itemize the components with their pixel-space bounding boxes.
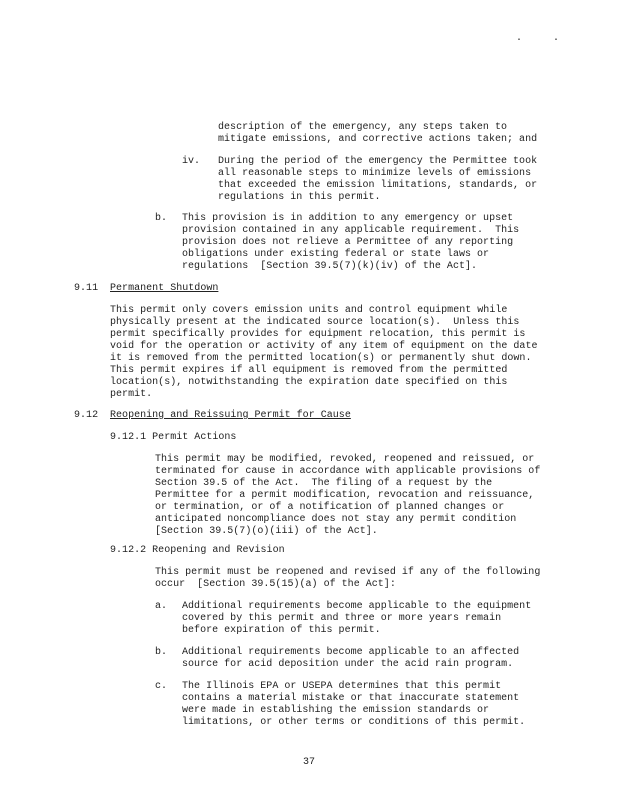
paragraph-line: before expiration of this permit. (182, 625, 381, 636)
paragraph-line: description of the emergency, any steps taken to (218, 122, 508, 133)
paragraph-line: source for acid deposition under the acid rain program. (182, 659, 514, 670)
paragraph-line: covered by this permit and three or more years remain (182, 613, 502, 624)
paragraph-line: This permit may be modified, revoked, reopened and reissued, or (155, 454, 535, 465)
paragraph-line: all reasonable steps to minimize levels of emissions (218, 168, 532, 179)
paragraph-line: mitigate emissions, and corrective actions taken; and (218, 134, 538, 145)
section-title: Reopening and Reissuing Permit for Cause (110, 410, 351, 421)
paragraph-line: physically present at the indicated source location(s). Unless this (110, 317, 520, 328)
paragraph-line: contains a material mistake or that inaccurate statement (182, 693, 520, 704)
paragraph-line: The Illinois EPA or USEPA determines that this permit (182, 681, 502, 692)
subsection-heading: 9.12.2 Reopening and Revision (110, 545, 285, 556)
paragraph-line: Section 39.5 of the Act. The filing of a request by the (155, 478, 493, 489)
list-label: iv. (182, 156, 201, 167)
paragraph-line: obligations under existing federal or state laws or (182, 249, 490, 260)
paragraph-line: This permit only covers emission units and control equipment while (110, 305, 508, 316)
paragraph-line: it is removed from the permitted location(s) or permanently shut down. (110, 353, 532, 364)
paragraph-line: [Section 39.5(7)(o)(iii) of the Act]. (155, 526, 378, 537)
list-label: c. (155, 681, 168, 692)
corner-mark: . (516, 33, 523, 44)
paragraph-line: Additional requirements become applicable to the equipment (182, 601, 532, 612)
paragraph-line: Additional requirements become applicable to an affected (182, 647, 520, 658)
paragraph-line: This provision is in addition to any emergency or upset (182, 213, 514, 224)
paragraph-line: terminated for cause in accordance with applicable provisions of (155, 466, 541, 477)
paragraph-line: location(s), notwithstanding the expiration date specified on this (110, 377, 508, 388)
paragraph-line: permit specifically provides for equipment relocation, this permit is (110, 329, 526, 340)
paragraph-line: that exceeded the emission limitations, standards, or (218, 180, 538, 191)
subsection-heading: 9.12.1 Permit Actions (110, 432, 237, 443)
paragraph-line: During the period of the emergency the Permittee took (218, 156, 538, 167)
paragraph-line: regulations in this permit. (218, 192, 381, 203)
section-number: 9.11 (74, 283, 99, 294)
page-number: 37 (303, 757, 316, 768)
section-number: 9.12 (74, 410, 99, 421)
paragraph-line: regulations [Section 39.5(7)(k)(iv) of the Act]. (182, 261, 478, 272)
paragraph-line: or termination, or of a notification of planned changes or (155, 502, 505, 513)
paragraph-line: occur [Section 39.5(15)(a) of the Act]: (155, 579, 396, 590)
paragraph-line: This permit must be reopened and revised if any of the following (155, 567, 541, 578)
list-label: b. (155, 647, 168, 658)
list-label: a. (155, 601, 168, 612)
list-label: b. (155, 213, 168, 224)
corner-mark: . (553, 33, 560, 44)
paragraph-line: anticipated noncompliance does not stay any permit condition (155, 514, 517, 525)
paragraph-line: limitations, or other terms or conditions of this permit. (182, 717, 526, 728)
paragraph-line: provision contained in any applicable requirement. This (182, 225, 520, 236)
paragraph-line: void for the operation or activity of any item of equipment on the date (110, 341, 538, 352)
paragraph-line: provision does not relieve a Permittee of any reporting (182, 237, 514, 248)
paragraph-line: Permittee for a permit modification, revocation and reissuance, (155, 490, 535, 501)
section-title: Permanent Shutdown (110, 283, 219, 294)
paragraph-line: were made in establishing the emission standards or (182, 705, 490, 716)
paragraph-line: permit. (110, 389, 153, 400)
paragraph-line: This permit expires if all equipment is removed from the permitted (110, 365, 508, 376)
